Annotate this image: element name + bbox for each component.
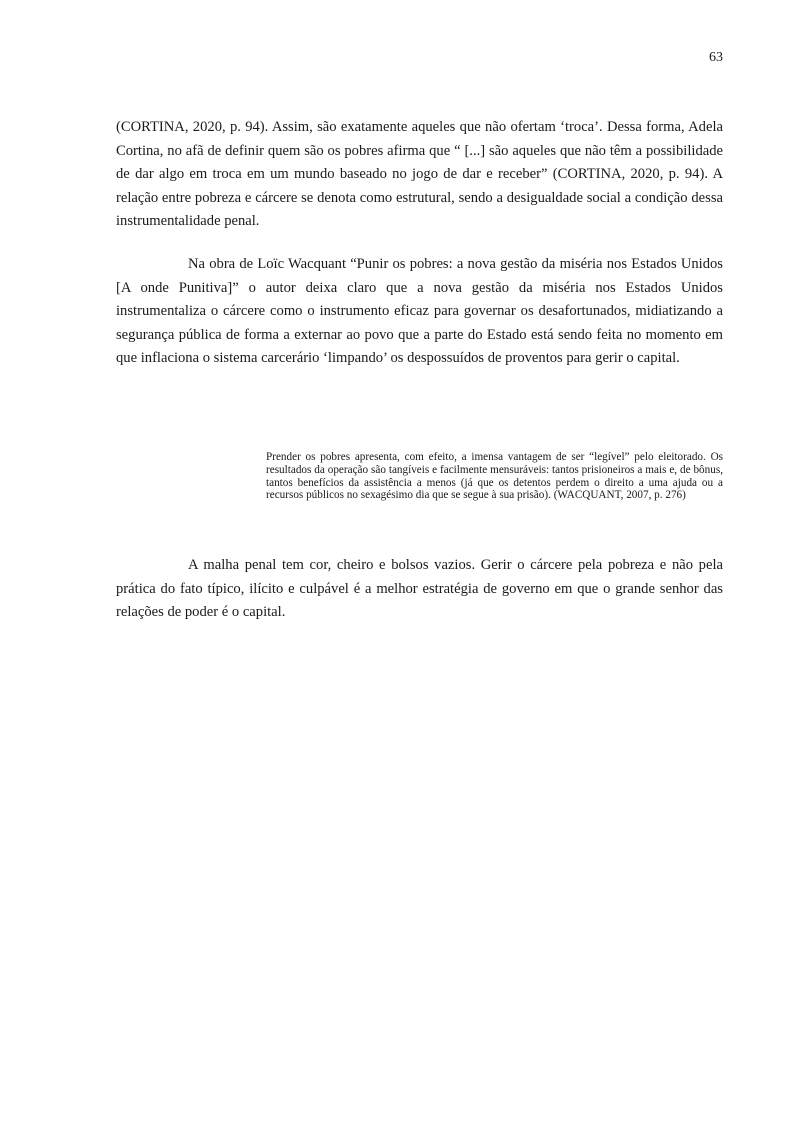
block-quote: Prender os pobres apresenta, com efeito, a imensa vantagem de ser “legível” pelo eleitorado. Os resultados da operação são tangíveis e facilmente mensuráveis: tantos prisioneiros a mais e, de bônus, tantos benefícios da assistência a menos (já que os detentos perdem o direito a uma ajuda ou a recursos públicos no sexagésimo dia que se segue à sua prisão). (WACQUANT, 2007, p. 276): [266, 451, 723, 502]
page-number: 63: [709, 50, 723, 65]
body-paragraph: A malha penal tem cor, cheiro e bolsos vazios. Gerir o cárcere pela pobreza e não pela prática do fato típico, ilícito e culpável é a melhor estratégia de governo em que o grande senhor das relações de poder é o capital.: [116, 557, 723, 620]
body-paragraph: (CORTINA, 2020, p. 94). Assim, são exatamente aqueles que não ofertam ‘troca’. Dessa forma, Adela Cortina, no afã de definir quem são os pobres afirma que “ [...] são aqueles que não têm a possibilidade de dar algo em troca em um mundo baseado no jogo de dar e receber” (CORTINA, 2020, p. 94). A relação entre pobreza e cárcere se denota como estrutural, sendo a desigualdade social a condição dessa instrumentalidade penal.: [116, 119, 723, 229]
body-paragraph: Na obra de Loïc Wacquant “Punir os pobres: a nova gestão da miséria nos Estados Unidos [A onde Punitiva]” o autor deixa claro que a nova gestão da miséria nos Estados Unidos instrumentaliza o cárcere como o instrumento eficaz para governar os desafortunados, midiatizando a segurança pública de forma a externar ao povo que a parte do Estado está sendo feita no momento em que inflaciona o sistema carcerário ‘limpando’ os despossuídos de proventos para gerir o capital.: [116, 256, 723, 366]
